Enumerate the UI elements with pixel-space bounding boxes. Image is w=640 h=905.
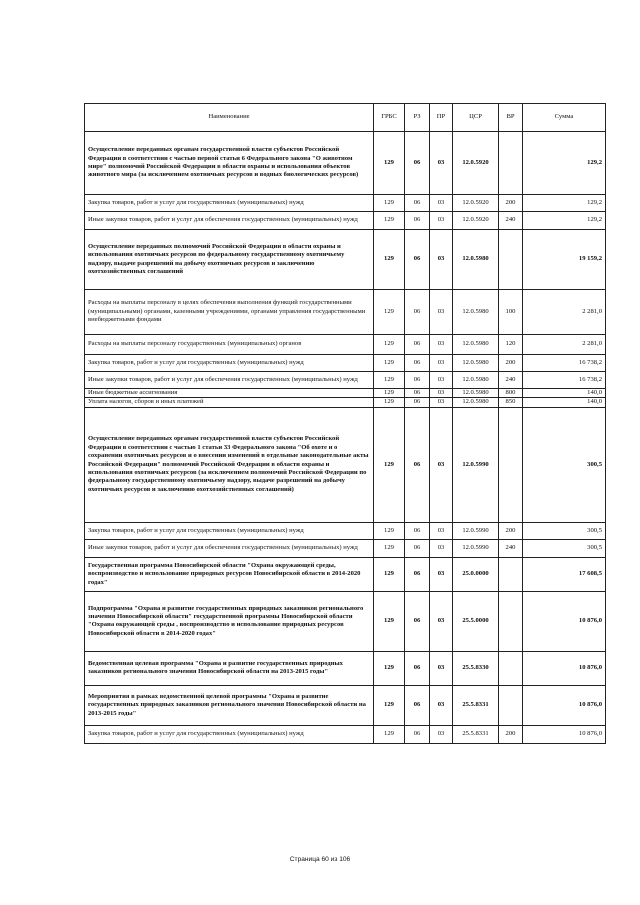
cell-sum: 16 738,2	[523, 355, 606, 372]
cell-name: Иные закупки товаров, работ и услуг для обеспечения государственных (муниципальных) нужд	[85, 372, 374, 389]
cell-sum: 2 281,0	[523, 335, 606, 355]
cell-sum: 17 608,5	[523, 557, 606, 591]
cell-vr	[499, 685, 523, 725]
cell-rz: 06	[405, 591, 430, 651]
cell-name: Закупка товаров, работ и услуг для государственных (муниципальных) нужд	[85, 522, 374, 539]
cell-rz: 06	[405, 398, 430, 407]
cell-name: Осуществление переданных органам государственной власти субъектов Российской Федерации в соответствии с частью первой статьи 6 Федерального закона "О животном мире" полномочий Российской Федерации в области охраны и использования объектов животного мира (за исключением охотничьих ресурсов и водных биологических ресурсов)	[85, 132, 374, 195]
cell-vr	[499, 651, 523, 685]
table-row	[85, 372, 606, 389]
table-row	[85, 522, 606, 539]
header-vr: ВР	[499, 104, 523, 132]
cell-grbs: 129	[374, 651, 405, 685]
cell-vr: 200	[499, 725, 523, 743]
cell-vr: 850	[499, 398, 523, 407]
cell-pr: 03	[430, 389, 453, 398]
cell-sum: 10 876,0	[523, 685, 606, 725]
cell-name: Расходы на выплаты персоналу государственных (муниципальных) органов	[85, 335, 374, 355]
cell-rz: 06	[405, 335, 430, 355]
cell-pr: 03	[430, 522, 453, 539]
cell-csr: 12.0.5920	[453, 212, 499, 230]
cell-pr: 03	[430, 725, 453, 743]
cell-rz: 06	[405, 685, 430, 725]
cell-rz: 06	[405, 407, 430, 522]
cell-csr: 25.5.8331	[453, 685, 499, 725]
table-header-row	[85, 104, 606, 132]
header-csr: ЦСР	[453, 104, 499, 132]
cell-csr: 25.5.8330	[453, 651, 499, 685]
cell-grbs: 129	[374, 522, 405, 539]
table-row	[85, 725, 606, 743]
cell-rz: 06	[405, 355, 430, 372]
cell-name: Иные закупки товаров, работ и услуг для обеспечения государственных (муниципальных) нужд	[85, 539, 374, 557]
cell-sum: 300,5	[523, 522, 606, 539]
table-row	[85, 389, 606, 398]
cell-name: Подпрограмма "Охрана и развитие государственных природных заказников регионального значения Новосибирской области" государственной программы Новосибирской области "Охрана окружающей среды , воспроизводство и использование природных ресурсов Новосибирской области в 2014-2020 годах"	[85, 591, 374, 651]
cell-name: Ведомственная целевая программа "Охрана и развитие государственных природных заказников регионального значения Новосибирской области на 2013-2015 годы"	[85, 651, 374, 685]
cell-vr: 240	[499, 372, 523, 389]
cell-pr: 03	[430, 290, 453, 335]
header-name: Наименование	[85, 104, 374, 132]
table-row	[85, 355, 606, 372]
table-row	[85, 398, 606, 407]
cell-sum: 129,2	[523, 132, 606, 195]
cell-csr: 12.0.5980	[453, 335, 499, 355]
cell-pr: 03	[430, 398, 453, 407]
cell-name: Расходы на выплаты персоналу в целях обеспечения выполнения функций государственными (муниципальными) органами, казенными учреждениями, органами управления государственными внебюджетными фондами	[85, 290, 374, 335]
cell-pr: 03	[430, 651, 453, 685]
cell-rz: 06	[405, 230, 430, 290]
cell-sum: 10 876,0	[523, 591, 606, 651]
cell-vr	[499, 230, 523, 290]
cell-pr: 03	[430, 372, 453, 389]
cell-rz: 06	[405, 372, 430, 389]
header-sum: Сумма	[523, 104, 606, 132]
cell-rz: 06	[405, 557, 430, 591]
cell-csr: 12.0.5980	[453, 398, 499, 407]
cell-name: Мероприятия в рамках ведомственной целевой программы "Охрана и развитие государственных природных заказников регионального значения Новосибирской области на 2013-2015 годы"	[85, 685, 374, 725]
cell-csr: 12.0.5990	[453, 539, 499, 557]
cell-csr: 12.0.5980	[453, 372, 499, 389]
cell-vr: 120	[499, 335, 523, 355]
cell-vr	[499, 407, 523, 522]
cell-vr: 100	[499, 290, 523, 335]
cell-csr: 12.0.5980	[453, 389, 499, 398]
cell-name: Осуществление переданных органам государственной власти субъектов Российской Федерации в соответствии с частью 1 статьи 33 Федерального закона "Об охоте и о сохранении охотничьих ресурсов и о внесении изменений в отдельные законодательные акты Российской Федерации" полномочий Российской Федерации в области охраны и использования охотничьих ресурсов (за исключением полномочий Российской Федерации по федеральному государственному охотничьему надзору, выдаче разрешений на добычу охотничьих ресурсов и заключению охотхозяйственных соглашений)	[85, 407, 374, 522]
cell-rz: 06	[405, 290, 430, 335]
cell-pr: 03	[430, 335, 453, 355]
cell-sum: 16 738,2	[523, 372, 606, 389]
table-row	[85, 290, 606, 335]
cell-vr: 200	[499, 355, 523, 372]
table-row	[85, 557, 606, 591]
cell-rz: 06	[405, 195, 430, 212]
cell-grbs: 129	[374, 398, 405, 407]
cell-grbs: 129	[374, 591, 405, 651]
cell-csr: 12.0.5980	[453, 290, 499, 335]
cell-name: Иные бюджетные ассигнования	[85, 389, 374, 398]
cell-name: Государственная программа Новосибирской области "Охрана окружающей среды, воспроизводство и использование природных ресурсов Новосибирской области в 2014-2020 годах"	[85, 557, 374, 591]
cell-grbs: 129	[374, 685, 405, 725]
cell-sum: 10 876,0	[523, 725, 606, 743]
header-pr: ПР	[430, 104, 453, 132]
budget-table	[84, 103, 606, 744]
cell-rz: 06	[405, 132, 430, 195]
cell-pr: 03	[430, 591, 453, 651]
cell-pr: 03	[430, 230, 453, 290]
cell-sum: 300,5	[523, 407, 606, 522]
cell-sum: 129,2	[523, 195, 606, 212]
cell-grbs: 129	[374, 195, 405, 212]
cell-grbs: 129	[374, 230, 405, 290]
cell-rz: 06	[405, 725, 430, 743]
header-grbs: ГРБС	[374, 104, 405, 132]
cell-csr: 12.0.5980	[453, 355, 499, 372]
page-number: Страница 60 из 106	[289, 856, 351, 863]
cell-pr: 03	[430, 132, 453, 195]
cell-grbs: 129	[374, 290, 405, 335]
cell-name: Закупка товаров, работ и услуг для государственных (муниципальных) нужд	[85, 725, 374, 743]
cell-pr: 03	[430, 407, 453, 522]
cell-rz: 06	[405, 389, 430, 398]
table-row	[85, 407, 606, 522]
cell-name: Осуществление переданных полномочий Российской Федерации в области охраны и использования охотничьих ресурсов по федеральному государственному охотничьему надзору, выдаче разрешений на добычу охотничьих ресурсов и заключению охотхозяйственных соглашений	[85, 230, 374, 290]
cell-pr: 03	[430, 355, 453, 372]
cell-pr: 03	[430, 539, 453, 557]
cell-vr	[499, 591, 523, 651]
cell-grbs: 129	[374, 355, 405, 372]
cell-sum: 10 876,0	[523, 651, 606, 685]
cell-vr: 800	[499, 389, 523, 398]
table-row	[85, 651, 606, 685]
cell-grbs: 129	[374, 407, 405, 522]
cell-vr: 240	[499, 539, 523, 557]
cell-grbs: 129	[374, 335, 405, 355]
cell-sum: 300,5	[523, 539, 606, 557]
cell-grbs: 129	[374, 212, 405, 230]
cell-csr: 12.0.5920	[453, 132, 499, 195]
cell-grbs: 129	[374, 725, 405, 743]
cell-csr: 12.0.5990	[453, 522, 499, 539]
cell-sum: 19 159,2	[523, 230, 606, 290]
cell-name: Уплата налогов, сборов и иных платежей	[85, 398, 374, 407]
cell-vr: 200	[499, 195, 523, 212]
cell-csr: 12.0.5980	[453, 230, 499, 290]
table-row	[85, 195, 606, 212]
cell-csr: 25.5.0000	[453, 591, 499, 651]
cell-rz: 06	[405, 212, 430, 230]
table-row	[85, 212, 606, 230]
table-row	[85, 132, 606, 195]
cell-csr: 12.0.5920	[453, 195, 499, 212]
cell-pr: 03	[430, 685, 453, 725]
cell-csr: 12.0.5990	[453, 407, 499, 522]
cell-grbs: 129	[374, 372, 405, 389]
table-body	[85, 132, 606, 744]
cell-pr: 03	[430, 557, 453, 591]
cell-grbs: 129	[374, 389, 405, 398]
table-row	[85, 335, 606, 355]
cell-vr: 200	[499, 522, 523, 539]
table-row	[85, 230, 606, 290]
table-row	[85, 591, 606, 651]
cell-csr: 25.5.8331	[453, 725, 499, 743]
cell-sum: 140,0	[523, 389, 606, 398]
cell-sum: 140,0	[523, 398, 606, 407]
cell-pr: 03	[430, 195, 453, 212]
cell-grbs: 129	[374, 557, 405, 591]
cell-rz: 06	[405, 539, 430, 557]
cell-name: Закупка товаров, работ и услуг для государственных (муниципальных) нужд	[85, 355, 374, 372]
table-row	[85, 685, 606, 725]
cell-sum: 2 281,0	[523, 290, 606, 335]
cell-grbs: 129	[374, 132, 405, 195]
cell-pr: 03	[430, 212, 453, 230]
cell-name: Закупка товаров, работ и услуг для государственных (муниципальных) нужд	[85, 195, 374, 212]
cell-rz: 06	[405, 651, 430, 685]
table-row	[85, 539, 606, 557]
cell-name: Иные закупки товаров, работ и услуг для обеспечения государственных (муниципальных) нужд	[85, 212, 374, 230]
cell-grbs: 129	[374, 539, 405, 557]
header-rz: РЗ	[405, 104, 430, 132]
cell-vr	[499, 557, 523, 591]
cell-csr: 25.0.0000	[453, 557, 499, 591]
cell-vr	[499, 132, 523, 195]
cell-rz: 06	[405, 522, 430, 539]
cell-vr: 240	[499, 212, 523, 230]
cell-sum: 129,2	[523, 212, 606, 230]
